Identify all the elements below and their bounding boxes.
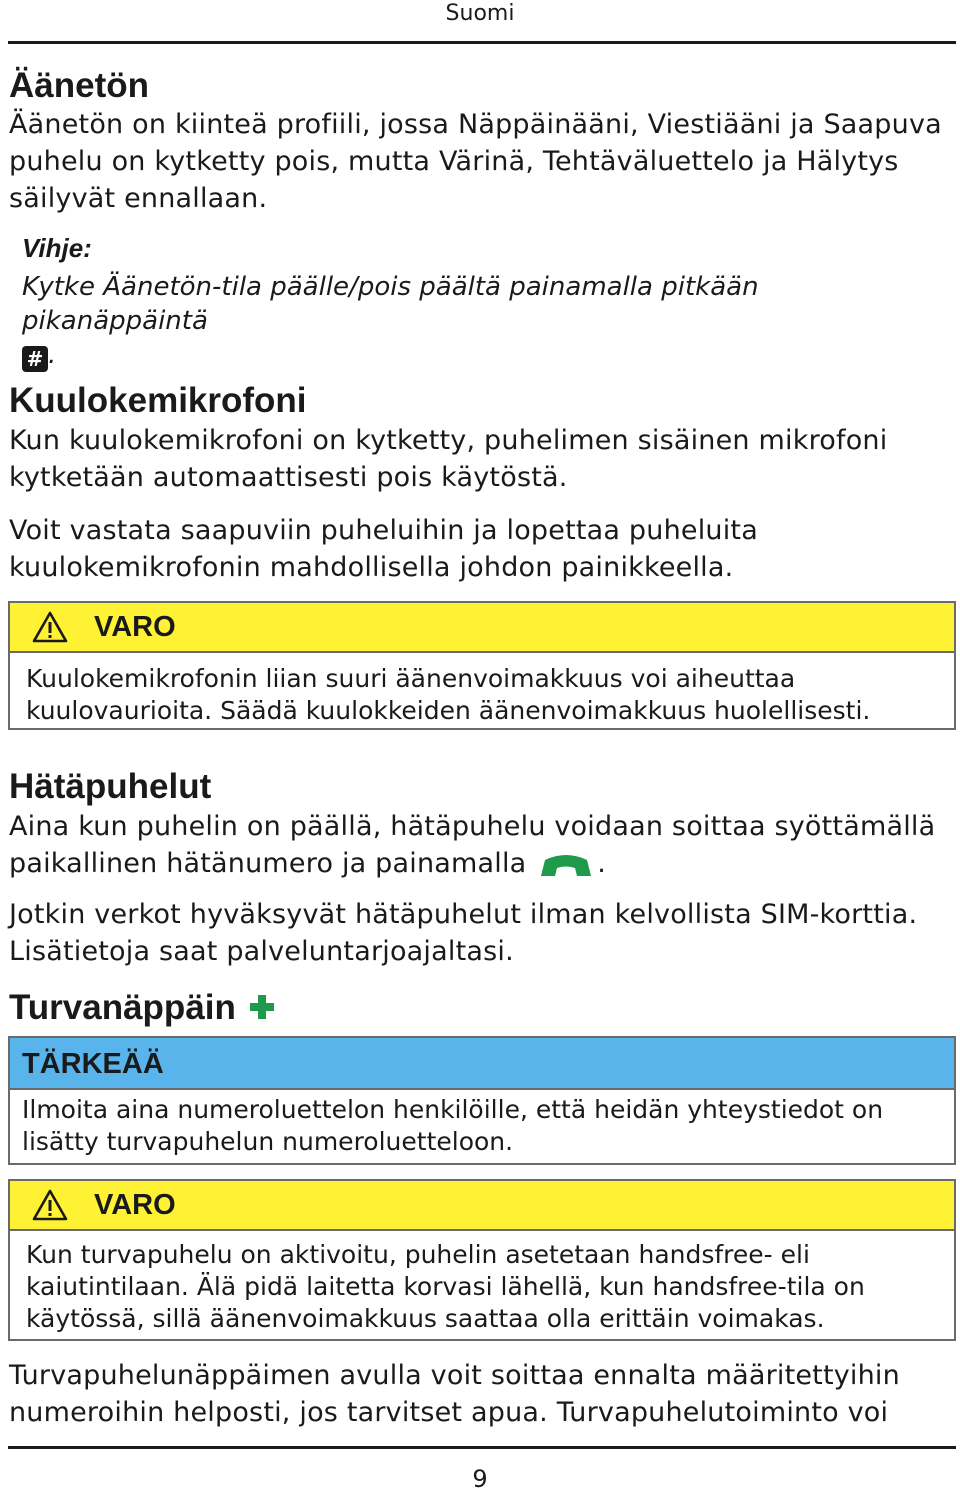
warning-body	[10, 653, 954, 733]
section-title-headset: Kuulokemikrofoni	[9, 381, 307, 420]
important-box	[8, 1036, 956, 1165]
text-line: säilyvät ennallaan.	[9, 183, 268, 214]
emergency-paragraph-2	[9, 896, 949, 970]
warning-title: VARO	[94, 1189, 176, 1221]
text-line: kuulokemikrofonin mahdollisella johdon painikkeella.	[9, 552, 734, 583]
text-line: lisätty turvapuhelun numeroluetteloon.	[22, 1127, 514, 1156]
warning-header	[10, 603, 954, 653]
tip-text	[22, 270, 952, 372]
tip-line-2	[22, 338, 952, 372]
plus-icon	[248, 993, 276, 1021]
text-line: Kun kuulokemikrofoni on kytketty, puhelimen sisäinen mikrofoni	[9, 425, 888, 456]
text-line: Voit vastata saapuviin puheluihin ja lopettaa puheluita	[9, 515, 758, 546]
text-line: Lisätietoja saat palveluntarjoajaltasi.	[9, 936, 514, 967]
section-title-safety-key	[9, 988, 276, 1028]
text-line: käytössä, sillä äänenvoimakkuus saattaa olla erittäin voimakas.	[26, 1304, 825, 1333]
section-title-text: Turvanäppäin	[9, 988, 236, 1027]
section-title-silent: Äänetön	[9, 66, 149, 105]
tip-line: Kytke Äänetön-tila päälle/pois päältä painamalla pitkään pikanäppäintä	[22, 272, 759, 336]
page-number: 9	[472, 1465, 488, 1493]
emergency-paragraph-1	[9, 808, 949, 882]
tip-title: Vihje:	[22, 233, 92, 263]
silent-paragraph	[9, 106, 949, 217]
text-line: Turvapuhelunäppäimen avulla voit soittaa ennalta määritettyihin	[9, 1360, 900, 1391]
text-line: puhelu on kytketty pois, mutta Värinä, Tehtäväluettelo ja Hälytys	[9, 146, 899, 177]
text-line: numeroihin helposti, jos tarvitset apua. Turvapuhelutoiminto voi	[9, 1397, 889, 1428]
warning-title: VARO	[94, 611, 176, 643]
footer-rule	[8, 1446, 956, 1449]
important-title: TÄRKEÄÄ	[22, 1048, 164, 1080]
warning-box-headset	[8, 601, 956, 730]
call-key-icon	[537, 852, 595, 880]
warning-triangle-icon	[32, 611, 68, 643]
text-line: Kuulokemikrofonin liian suuri äänenvoimakkuus voi aiheuttaa	[26, 664, 796, 693]
important-body	[10, 1090, 954, 1164]
header-rule	[8, 41, 956, 44]
text-line: paikallinen hätänumero ja painamalla	[9, 848, 527, 879]
section-title-emergency: Hätäpuhelut	[9, 767, 212, 806]
text-line: kuulovaurioita. Säädä kuulokkeiden äänenvoimakkuus huolellisesti.	[26, 696, 871, 725]
hash-key-icon: #	[22, 346, 48, 372]
important-header	[10, 1038, 954, 1090]
text-line: Jotkin verkot hyväksyvät hätäpuhelut ilman kelvollista SIM-korttia.	[9, 899, 918, 930]
text-end: .	[597, 848, 607, 879]
text-line: Kun turvapuhelu on aktivoitu, puhelin asetetaan handsfree- eli	[26, 1240, 810, 1269]
warning-box-safety	[8, 1179, 956, 1341]
headset-paragraph-1	[9, 422, 949, 496]
header-language: Suomi	[445, 1, 515, 26]
text-line: kytketään automaattisesti pois käytöstä.	[9, 462, 568, 493]
text-line: Äänetön on kiinteä profiili, jossa Näppäinääni, Viestiääni ja Saapuva	[9, 109, 942, 140]
text-line: kaiutintilaan. Älä pidä laitetta korvasi lähellä, kun handsfree-tila on	[26, 1272, 865, 1301]
safety-key-paragraph	[9, 1357, 949, 1431]
warning-triangle-icon	[32, 1189, 68, 1221]
text-line: Aina kun puhelin on päällä, hätäpuhelu voidaan soittaa syöttämällä	[9, 811, 936, 842]
text-line-with-key	[9, 845, 949, 882]
warning-body	[10, 1231, 954, 1341]
text-line: Ilmoita aina numeroluettelon henkilöille, että heidän yhteystiedot on	[22, 1095, 884, 1124]
headset-paragraph-2	[9, 512, 949, 586]
tip-end: .	[48, 340, 57, 370]
warning-header	[10, 1181, 954, 1231]
